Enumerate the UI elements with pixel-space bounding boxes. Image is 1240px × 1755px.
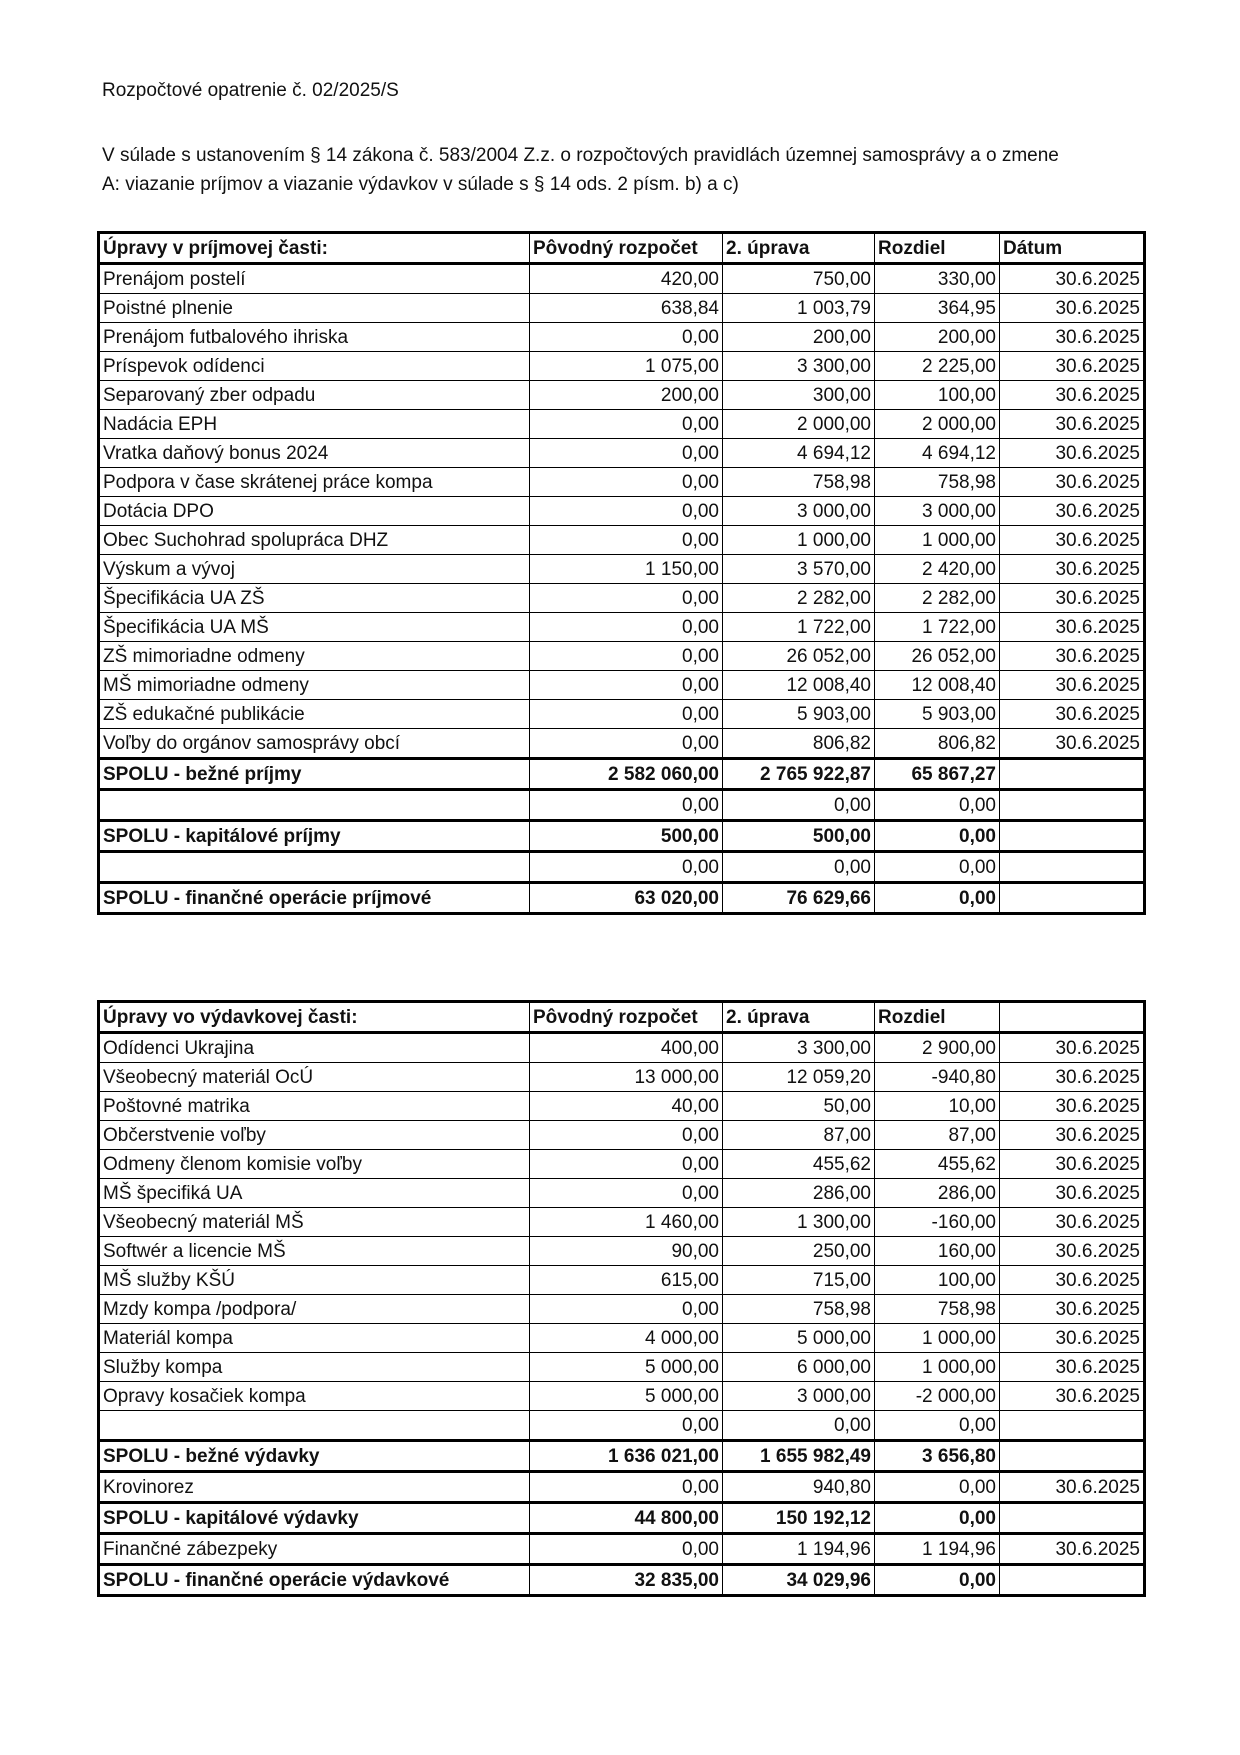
header-original-budget: Pôvodný rozpočet [530,233,723,264]
item-name: Odmeny členom komisie voľby [99,1150,530,1179]
original-budget-cell: 0,00 [530,671,723,700]
item-name [99,790,530,821]
adjusted-budget-cell: 4 694,12 [723,439,875,468]
table-row [99,381,1145,410]
original-budget-cell: 90,00 [530,1237,723,1266]
adjusted-budget-cell: 1 722,00 [723,613,875,642]
date-cell: 30.6.2025 [1000,1092,1145,1121]
intro-line-2: A: viazanie príjmov a viazanie výdavkov v súlade s § 14 ods. 2 písm. b) a c) [102,174,739,195]
table-row [99,790,1145,821]
adjusted-budget-cell: 1 003,79 [723,294,875,323]
original-budget-cell: 13 000,00 [530,1063,723,1092]
item-name: Krovinorez [99,1472,530,1503]
date-cell: 30.6.2025 [1000,1237,1145,1266]
item-name: Poštovné matrika [99,1092,530,1121]
table-row [99,1353,1145,1382]
table-row [99,1266,1145,1295]
original-budget-cell: 0,00 [530,700,723,729]
date-cell: 30.6.2025 [1000,1324,1145,1353]
date-cell: 30.6.2025 [1000,1266,1145,1295]
table-row [99,1534,1145,1565]
original-budget-cell: 0,00 [530,323,723,352]
difference-cell: 364,95 [875,294,1000,323]
difference-cell: 2 420,00 [875,555,1000,584]
item-name: Príspevok odídenci [99,352,530,381]
original-budget-cell: 0,00 [530,1121,723,1150]
date-cell: 30.6.2025 [1000,1382,1145,1411]
original-budget-cell: 615,00 [530,1266,723,1295]
original-budget-cell: 500,00 [530,821,723,852]
date-cell [1000,1503,1145,1534]
difference-cell: 0,00 [875,883,1000,914]
date-cell: 30.6.2025 [1000,1179,1145,1208]
difference-cell: 1 000,00 [875,1353,1000,1382]
date-cell: 30.6.2025 [1000,323,1145,352]
item-name: Špecifikácia UA ZŠ [99,584,530,613]
table-row [99,1208,1145,1237]
item-name: Materiál kompa [99,1324,530,1353]
total-row [99,1565,1145,1596]
total-row [99,1503,1145,1534]
date-cell: 30.6.2025 [1000,1208,1145,1237]
item-name: SPOLU - kapitálové príjmy [99,821,530,852]
date-cell: 30.6.2025 [1000,1063,1145,1092]
difference-cell: 758,98 [875,1295,1000,1324]
original-budget-cell: 0,00 [530,613,723,642]
adjusted-budget-cell: 1 300,00 [723,1208,875,1237]
table-row [99,294,1145,323]
adjusted-budget-cell: 50,00 [723,1092,875,1121]
original-budget-cell: 0,00 [530,1534,723,1565]
date-cell [1000,883,1145,914]
table-row [99,1150,1145,1179]
date-cell: 30.6.2025 [1000,729,1145,759]
difference-cell: 65 867,27 [875,759,1000,790]
date-cell: 30.6.2025 [1000,1033,1145,1063]
date-cell: 30.6.2025 [1000,1353,1145,1382]
difference-cell: 0,00 [875,1472,1000,1503]
original-budget-cell: 40,00 [530,1092,723,1121]
item-name: MŠ služby KŠÚ [99,1266,530,1295]
table-row [99,642,1145,671]
difference-cell: 330,00 [875,264,1000,294]
item-name [99,1411,530,1441]
table-row [99,1472,1145,1503]
difference-cell: 1 194,96 [875,1534,1000,1565]
date-cell [1000,759,1145,790]
item-name: Nadácia EPH [99,410,530,439]
adjusted-budget-cell: 758,98 [723,468,875,497]
date-cell [1000,790,1145,821]
date-cell: 30.6.2025 [1000,264,1145,294]
date-cell [1000,821,1145,852]
original-budget-cell: 5 000,00 [530,1382,723,1411]
adjusted-budget-cell: 12 008,40 [723,671,875,700]
difference-cell: 12 008,40 [875,671,1000,700]
date-cell [1000,852,1145,883]
adjusted-budget-cell: 1 655 982,49 [723,1441,875,1472]
date-cell: 30.6.2025 [1000,497,1145,526]
original-budget-cell: 1 460,00 [530,1208,723,1237]
table-row [99,497,1145,526]
date-cell: 30.6.2025 [1000,642,1145,671]
table-row [99,852,1145,883]
item-name [99,852,530,883]
total-row [99,821,1145,852]
item-name: Softwér a licencie MŠ [99,1237,530,1266]
difference-cell: 0,00 [875,821,1000,852]
expense-table [97,1000,1146,1597]
difference-cell: -2 000,00 [875,1382,1000,1411]
item-name: Separovaný zber odpadu [99,381,530,410]
header-second-adjustment: 2. úprava [723,233,875,264]
adjusted-budget-cell: 5 903,00 [723,700,875,729]
item-name: SPOLU - bežné príjmy [99,759,530,790]
table-row [99,729,1145,759]
adjusted-budget-cell: 455,62 [723,1150,875,1179]
original-budget-cell: 1 636 021,00 [530,1441,723,1472]
original-budget-cell: 0,00 [530,790,723,821]
difference-cell: 160,00 [875,1237,1000,1266]
adjusted-budget-cell: 2 000,00 [723,410,875,439]
table-row [99,1063,1145,1092]
table-row [99,410,1145,439]
item-name: Opravy kosačiek kompa [99,1382,530,1411]
difference-cell: 26 052,00 [875,642,1000,671]
item-name: Finančné zábezpeky [99,1534,530,1565]
original-budget-cell: 0,00 [530,1150,723,1179]
difference-cell: 3 000,00 [875,497,1000,526]
adjusted-budget-cell: 12 059,20 [723,1063,875,1092]
date-cell: 30.6.2025 [1000,468,1145,497]
date-cell: 30.6.2025 [1000,526,1145,555]
original-budget-cell: 1 075,00 [530,352,723,381]
difference-cell: 2 282,00 [875,584,1000,613]
date-cell: 30.6.2025 [1000,352,1145,381]
adjusted-budget-cell: 940,80 [723,1472,875,1503]
original-budget-cell: 0,00 [530,642,723,671]
original-budget-cell: 44 800,00 [530,1503,723,1534]
table-row [99,1411,1145,1441]
date-cell: 30.6.2025 [1000,584,1145,613]
difference-cell: 0,00 [875,1565,1000,1596]
difference-cell: 2 225,00 [875,352,1000,381]
adjusted-budget-cell: 0,00 [723,852,875,883]
expense-header-row [99,1002,1145,1033]
table-row [99,439,1145,468]
item-name: MŠ špecifiká UA [99,1179,530,1208]
adjusted-budget-cell: 87,00 [723,1121,875,1150]
header-second-adjustment: 2. úprava [723,1002,875,1033]
table-row [99,352,1145,381]
original-budget-cell: 1 150,00 [530,555,723,584]
intro-text [102,141,1222,199]
difference-cell: 286,00 [875,1179,1000,1208]
adjusted-budget-cell: 0,00 [723,790,875,821]
difference-cell: 100,00 [875,1266,1000,1295]
date-cell: 30.6.2025 [1000,700,1145,729]
item-name: Dotácia DPO [99,497,530,526]
adjusted-budget-cell: 3 300,00 [723,352,875,381]
adjusted-budget-cell: 286,00 [723,1179,875,1208]
date-cell: 30.6.2025 [1000,1121,1145,1150]
original-budget-cell: 0,00 [530,1179,723,1208]
adjusted-budget-cell: 200,00 [723,323,875,352]
item-name: Obec Suchohrad spolupráca DHZ [99,526,530,555]
table-row [99,1033,1145,1063]
date-cell: 30.6.2025 [1000,1534,1145,1565]
adjusted-budget-cell: 3 000,00 [723,1382,875,1411]
adjusted-budget-cell: 2 765 922,87 [723,759,875,790]
original-budget-cell: 0,00 [530,1411,723,1441]
date-cell [1000,1565,1145,1596]
date-cell [1000,1441,1145,1472]
adjusted-budget-cell: 3 300,00 [723,1033,875,1063]
table-row [99,1092,1145,1121]
item-name: Občerstvenie voľby [99,1121,530,1150]
item-name: Odídenci Ukrajina [99,1033,530,1063]
difference-cell: 455,62 [875,1150,1000,1179]
difference-cell: 100,00 [875,381,1000,410]
item-name: Výskum a vývoj [99,555,530,584]
date-cell: 30.6.2025 [1000,671,1145,700]
adjusted-budget-cell: 1 194,96 [723,1534,875,1565]
date-cell: 30.6.2025 [1000,410,1145,439]
item-name: Služby kompa [99,1353,530,1382]
original-budget-cell: 0,00 [530,729,723,759]
table-row [99,613,1145,642]
item-name: Všeobecný materiál MŠ [99,1208,530,1237]
difference-cell: 87,00 [875,1121,1000,1150]
table-row [99,555,1145,584]
date-cell: 30.6.2025 [1000,555,1145,584]
adjusted-budget-cell: 250,00 [723,1237,875,1266]
original-budget-cell: 4 000,00 [530,1324,723,1353]
table-row [99,1179,1145,1208]
adjusted-budget-cell: 6 000,00 [723,1353,875,1382]
original-budget-cell: 0,00 [530,468,723,497]
adjusted-budget-cell: 5 000,00 [723,1324,875,1353]
adjusted-budget-cell: 750,00 [723,264,875,294]
item-name: Poistné plnenie [99,294,530,323]
table-row [99,468,1145,497]
difference-cell: 2 000,00 [875,410,1000,439]
adjusted-budget-cell: 1 000,00 [723,526,875,555]
original-budget-cell: 63 020,00 [530,883,723,914]
difference-cell: 200,00 [875,323,1000,352]
original-budget-cell: 0,00 [530,439,723,468]
total-row [99,759,1145,790]
difference-cell: 10,00 [875,1092,1000,1121]
difference-cell: 0,00 [875,1411,1000,1441]
date-cell: 30.6.2025 [1000,1295,1145,1324]
document-title: Rozpočtové opatrenie č. 02/2025/S [102,80,399,101]
adjusted-budget-cell: 300,00 [723,381,875,410]
date-cell: 30.6.2025 [1000,1472,1145,1503]
item-name: Prenájom futbalového ihriska [99,323,530,352]
item-name: SPOLU - finančné operácie výdavkové [99,1565,530,1596]
difference-cell: -160,00 [875,1208,1000,1237]
difference-cell: 2 900,00 [875,1033,1000,1063]
adjusted-budget-cell: 758,98 [723,1295,875,1324]
item-name: ZŠ mimoriadne odmeny [99,642,530,671]
original-budget-cell: 420,00 [530,264,723,294]
table-row [99,1324,1145,1353]
date-cell: 30.6.2025 [1000,1150,1145,1179]
item-name: Špecifikácia UA MŠ [99,613,530,642]
original-budget-cell: 0,00 [530,1472,723,1503]
table-row [99,1121,1145,1150]
date-cell: 30.6.2025 [1000,381,1145,410]
difference-cell: 0,00 [875,1503,1000,1534]
item-name: Vratka daňový bonus 2024 [99,439,530,468]
difference-cell: 0,00 [875,790,1000,821]
difference-cell: 806,82 [875,729,1000,759]
date-cell: 30.6.2025 [1000,294,1145,323]
item-name: Všeobecný materiál OcÚ [99,1063,530,1092]
item-name: MŠ mimoriadne odmeny [99,671,530,700]
table-row [99,526,1145,555]
item-name: Mzdy kompa /podpora/ [99,1295,530,1324]
adjusted-budget-cell: 806,82 [723,729,875,759]
header-item: Úpravy vo výdavkovej časti: [99,1002,530,1033]
adjusted-budget-cell: 76 629,66 [723,883,875,914]
adjusted-budget-cell: 150 192,12 [723,1503,875,1534]
original-budget-cell: 400,00 [530,1033,723,1063]
original-budget-cell: 0,00 [530,852,723,883]
table-row [99,671,1145,700]
date-cell: 30.6.2025 [1000,439,1145,468]
adjusted-budget-cell: 3 000,00 [723,497,875,526]
income-header-row [99,233,1145,264]
intro-line-1: V súlade s ustanovením § 14 zákona č. 583/2004 Z.z. o rozpočtových pravidlách územnej samosprávy a o zmene [102,145,1059,166]
total-row [99,883,1145,914]
table-row [99,1382,1145,1411]
difference-cell: -940,80 [875,1063,1000,1092]
original-budget-cell: 0,00 [530,584,723,613]
adjusted-budget-cell: 0,00 [723,1411,875,1441]
original-budget-cell: 638,84 [530,294,723,323]
original-budget-cell: 0,00 [530,1295,723,1324]
adjusted-budget-cell: 2 282,00 [723,584,875,613]
original-budget-cell: 32 835,00 [530,1565,723,1596]
difference-cell: 1 000,00 [875,526,1000,555]
item-name: Prenájom postelí [99,264,530,294]
table-row [99,584,1145,613]
difference-cell: 4 694,12 [875,439,1000,468]
item-name: SPOLU - bežné výdavky [99,1441,530,1472]
original-budget-cell: 5 000,00 [530,1353,723,1382]
header-original-budget: Pôvodný rozpočet [530,1002,723,1033]
date-cell [1000,1411,1145,1441]
difference-cell: 0,00 [875,852,1000,883]
table-row [99,700,1145,729]
difference-cell: 1 000,00 [875,1324,1000,1353]
difference-cell: 3 656,80 [875,1441,1000,1472]
table-row [99,264,1145,294]
table-row [99,1295,1145,1324]
header-difference: Rozdiel [875,233,1000,264]
original-budget-cell: 0,00 [530,497,723,526]
item-name: SPOLU - kapitálové výdavky [99,1503,530,1534]
header-difference: Rozdiel [875,1002,1000,1033]
adjusted-budget-cell: 3 570,00 [723,555,875,584]
difference-cell: 5 903,00 [875,700,1000,729]
difference-cell: 1 722,00 [875,613,1000,642]
income-table [97,231,1146,915]
item-name: Podpora v čase skrátenej práce kompa [99,468,530,497]
adjusted-budget-cell: 715,00 [723,1266,875,1295]
total-row [99,1441,1145,1472]
item-name: SPOLU - finančné operácie príjmové [99,883,530,914]
adjusted-budget-cell: 500,00 [723,821,875,852]
table-row [99,1237,1145,1266]
original-budget-cell: 0,00 [530,410,723,439]
date-cell: 30.6.2025 [1000,613,1145,642]
adjusted-budget-cell: 26 052,00 [723,642,875,671]
original-budget-cell: 200,00 [530,381,723,410]
header-date: Dátum [1000,233,1145,264]
header-date [1000,1002,1145,1033]
adjusted-budget-cell: 34 029,96 [723,1565,875,1596]
difference-cell: 758,98 [875,468,1000,497]
header-item: Úpravy v príjmovej časti: [99,233,530,264]
item-name: Voľby do orgánov samosprávy obcí [99,729,530,759]
item-name: ZŠ edukačné publikácie [99,700,530,729]
table-row [99,323,1145,352]
original-budget-cell: 2 582 060,00 [530,759,723,790]
original-budget-cell: 0,00 [530,526,723,555]
